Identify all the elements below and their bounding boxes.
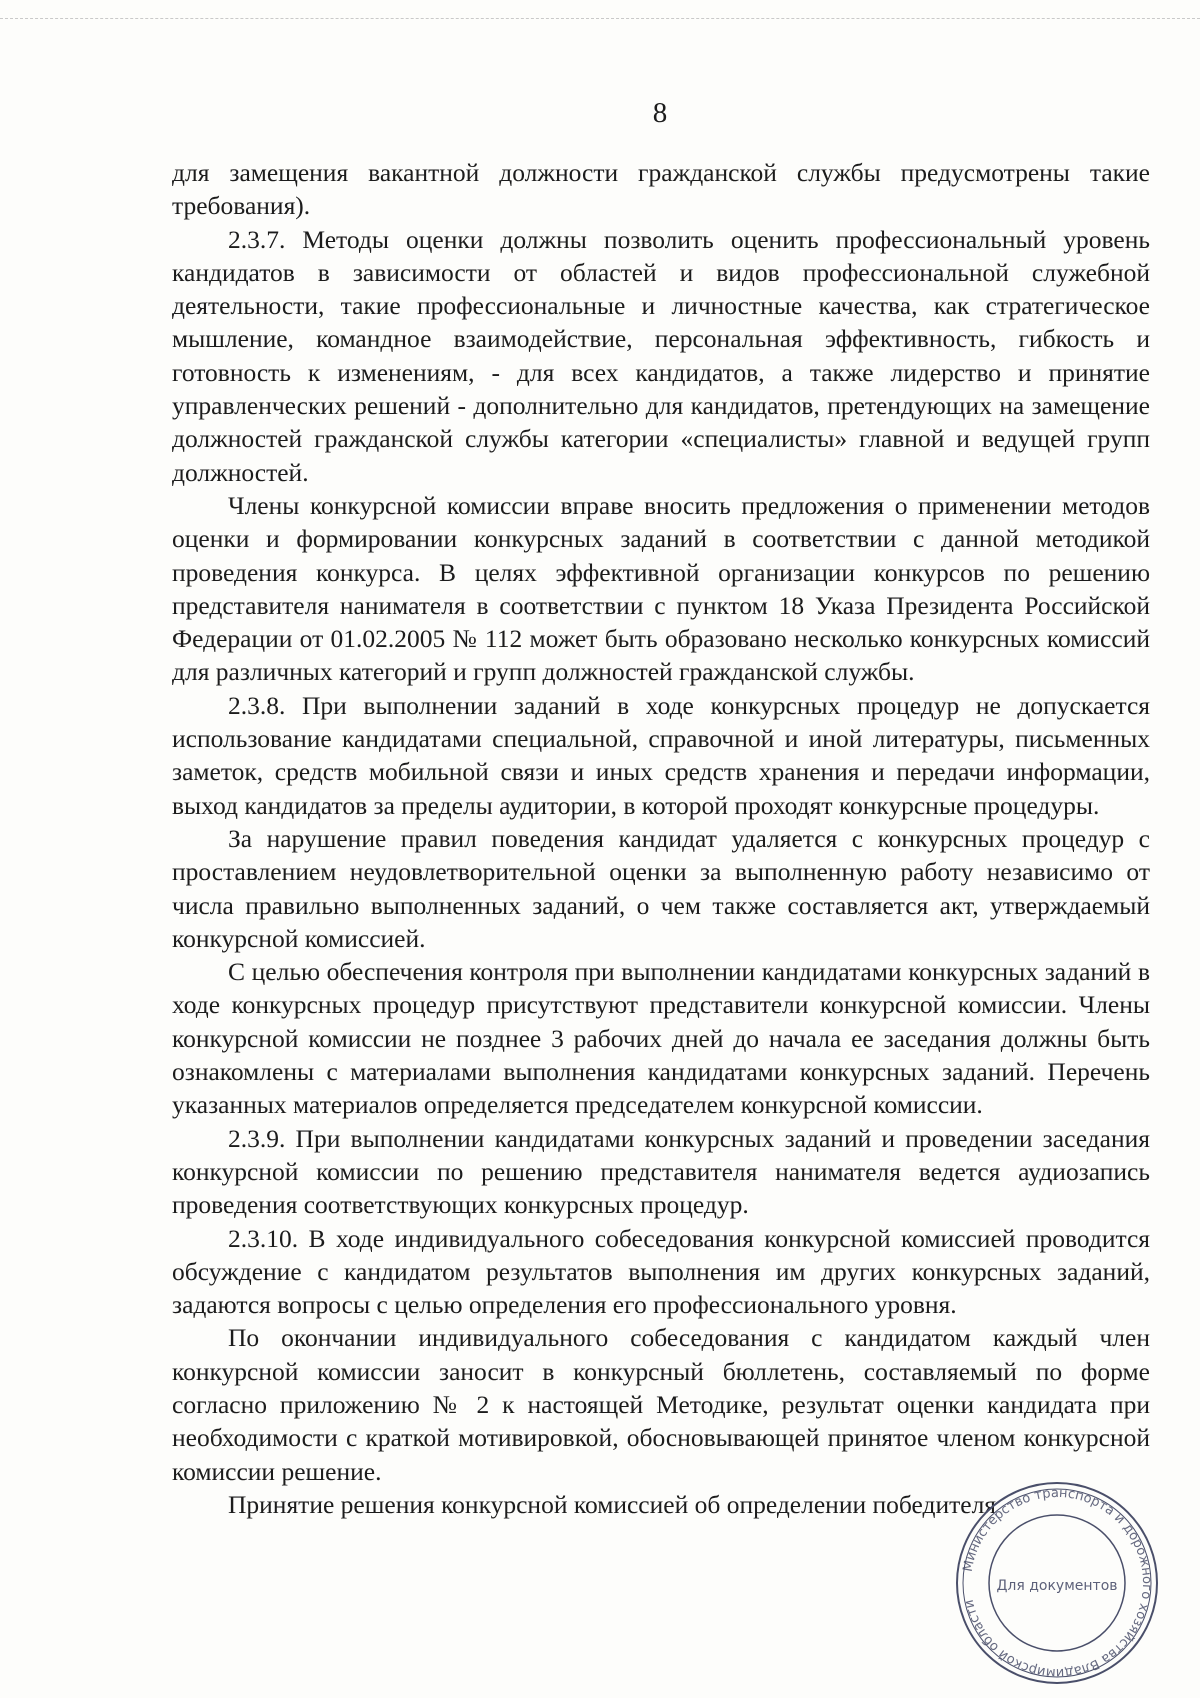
paragraph-rule-violation: За нарушение правил поведения кандидат удаляется с конкурсных процедур с проставлением неудовлетворительной оценки за выполненную работу независимо от числа правильно выполненных заданий, о чем также составляется акт, утверждаемый конкурсной комиссией. <box>172 823 1150 953</box>
paragraph-2-3-10: 2.3.10. В ходе индивидуального собеседования конкурсной комиссией проводится обсуждение с кандидатом результатов выполнения им других конкурсных заданий, задаются вопросы с целью определения его профессионального уровня. <box>172 1223 1150 1320</box>
seal-inner-text: Для документов <box>996 1578 1118 1594</box>
paragraph-continuation: для замещения вакантной должности гражданской службы предусмотрены такие требования). <box>172 158 1150 221</box>
paragraph-interview-results: По окончании индивидуального собеседования с кандидатом каждый член конкурсной комиссии заносит в конкурсный бюллетень, составляемый по форме согласно приложению № 2 к настоящей Методике, результат оценки кандидата при необходимости с краткой мотивировкой, обосновывающей принятое членом конкурсной комиссии решение. <box>172 1323 1150 1486</box>
document-body <box>172 156 1150 1521</box>
paragraph-2-3-8: 2.3.8. При выполнении заданий в ходе конкурсных процедур не допускается использование кандидатами специальной, справочной и иной литературы, письменных заметок, средств мобильной связи и иных средств хранения и передачи информации, выход кандидатов за пределы аудитории, в которой проходят конкурсные процедуры. <box>172 690 1150 820</box>
scan-edge-line <box>0 18 1200 19</box>
paragraph-commission-members: Члены конкурсной комиссии вправе вносить предложения о применении методов оценки и формировании конкурсных заданий в соответствии с данной методикой проведения конкурса. В целях эффективной организации конкурсов по решению представителя нанимателя в соответствии с пунктом 18 Указа Президента Российской Федерации от 01.02.2005 № 112 может быть образовано несколько конкурсных комиссий для различных категорий и групп должностей гражданской службы. <box>172 490 1150 687</box>
page-number: 8 <box>652 97 668 129</box>
paragraph-2-3-7: 2.3.7. Методы оценки должны позволить оценить профессиональный уровень кандидатов в зависимости от областей и видов профессиональной служебной деятельности, такие профессиональные и личностные качества, как стратегическое мышление, командное взаимодействие, персональная эффективность, гибкость и готовность к изменениям, - для всех кандидатов, а также лидерство и принятие управленческих решений - дополнительно для кандидатов, претендующих на замещение должностей гражданской службы категории «специалисты» главной и ведущей групп должностей. <box>172 224 1150 487</box>
paragraph-control: С целью обеспечения контроля при выполнении кандидатами конкурсных заданий в ходе конкурсных процедур присутствуют представители конкурсной комиссии. Члены конкурсной комиссии не позднее 3 рабочих дней до начала ее заседания должны быть ознакомлены с материалами выполнения кандидатами конкурсных заданий. Перечень указанных материалов определяется председателем конкурсной комиссии. <box>172 957 1150 1120</box>
official-seal-stamp <box>952 1478 1162 1688</box>
seal-outer-text-path: Министерство транспорта и дорожного хозяйства Владимирской области <box>960 1485 1155 1681</box>
paragraph-decision: Принятие решения конкурсной комиссией об определении победителя <box>228 1489 997 1519</box>
paragraph-2-3-9: 2.3.9. При выполнении кандидатами конкурсных заданий и проведении заседания конкурсной комиссии по решению представителя нанимателя ведется аудиозапись проведения соответствующих конкурсных процедур. <box>172 1123 1150 1220</box>
